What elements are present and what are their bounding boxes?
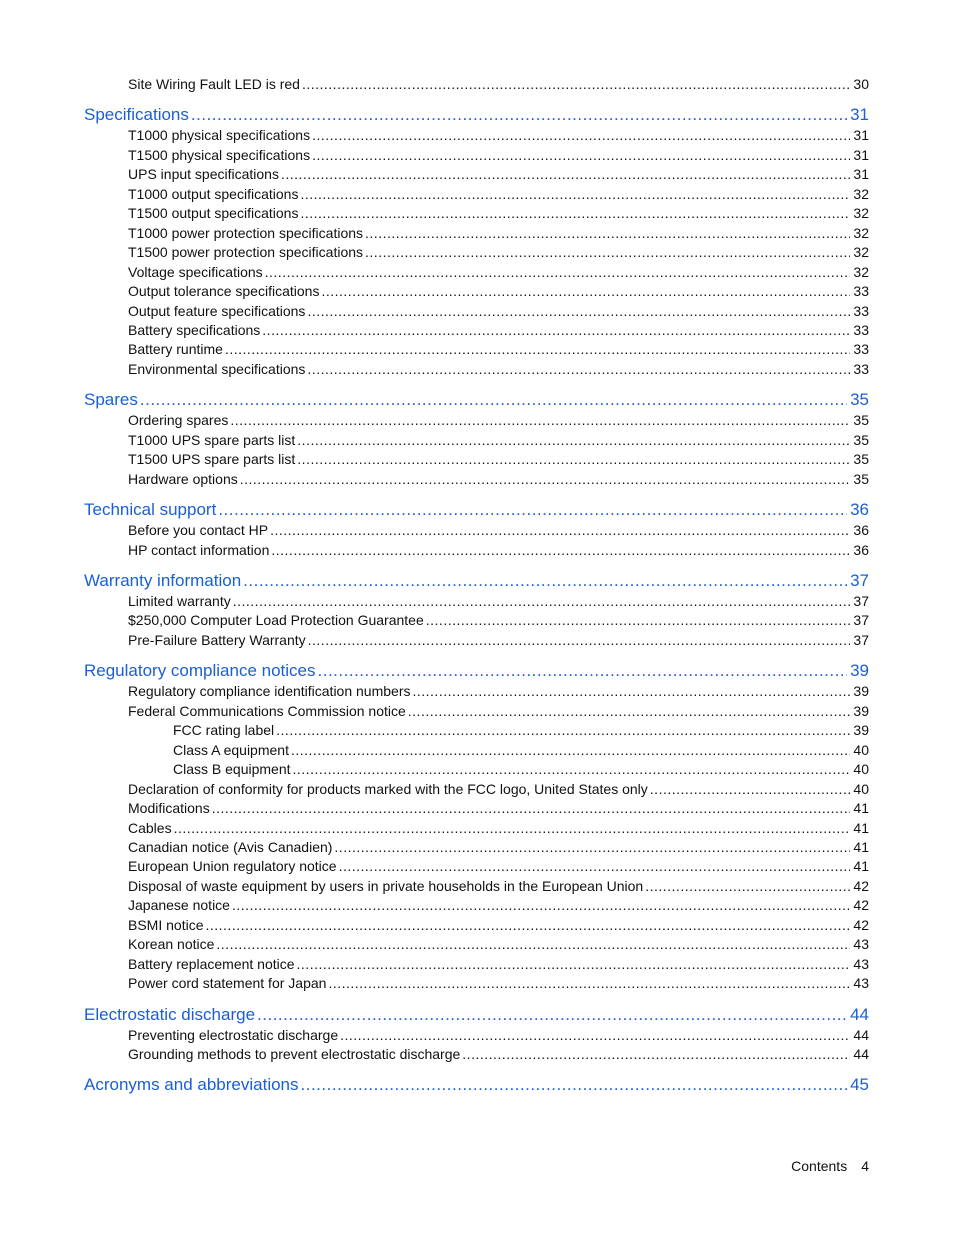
toc-entry-title: T1500 power protection specifications (128, 244, 364, 261)
toc-entry-title: UPS input specifications (128, 166, 279, 183)
toc-entry-title: T1000 power protection specifications (128, 224, 364, 241)
toc-page-number: 41 (853, 819, 869, 836)
toc-section-link[interactable] (84, 389, 869, 411)
toc-page-number: 44 (850, 1004, 869, 1024)
toc-page-number: 35 (853, 431, 869, 448)
toc-entry-link[interactable] (128, 916, 869, 935)
toc-entry-link[interactable] (128, 819, 869, 838)
toc-entry-link[interactable] (173, 760, 869, 779)
toc-dot-leader (297, 955, 851, 974)
toc-entry-title: HP contact information (128, 541, 270, 558)
toc-page-number: 35 (853, 470, 869, 487)
toc-dot-leader (265, 263, 851, 282)
toc-page-number: 36 (853, 522, 869, 539)
toc-entry-link[interactable] (128, 955, 869, 974)
toc-entry-title: Regulatory compliance identification numbers (128, 683, 411, 700)
toc-entry-link[interactable] (128, 165, 869, 184)
toc-page-number: 41 (853, 858, 869, 875)
footer-page-number: 4 (861, 1158, 869, 1174)
toc-entry-link[interactable] (173, 721, 869, 740)
toc-entry-title: Spares (84, 390, 138, 410)
toc-entry-title: Regulatory compliance notices (84, 661, 316, 681)
toc-dot-leader (328, 974, 850, 993)
toc-dot-leader (365, 243, 850, 262)
toc-entry-title: T1500 UPS spare parts list (128, 451, 296, 468)
toc-page-number: 33 (853, 321, 869, 338)
toc-dot-leader (297, 431, 850, 450)
toc-dot-leader (233, 592, 851, 611)
toc-entry-title: Pre-Failure Battery Warranty (128, 631, 306, 648)
toc-dot-leader (216, 935, 850, 954)
toc-entry-title: BSMI notice (128, 916, 204, 933)
toc-dot-leader (191, 104, 847, 126)
toc-entry-title: T1000 UPS spare parts list (128, 431, 296, 448)
toc-dot-leader (270, 521, 850, 540)
toc-entry-title: Preventing electrostatic discharge (128, 1026, 339, 1043)
toc-entry-title: Hardware options (128, 470, 238, 487)
footer-label: Contents (791, 1158, 848, 1174)
toc-entry-link[interactable] (128, 935, 869, 954)
toc-section-link[interactable] (84, 499, 869, 521)
toc-entry-link[interactable] (128, 204, 869, 223)
toc-entry-link[interactable] (128, 631, 869, 650)
toc-page-number: 32 (853, 185, 869, 202)
toc-dot-leader (300, 204, 850, 223)
toc-entry-title: Before you contact HP (128, 522, 269, 539)
toc-dot-leader (300, 185, 850, 204)
toc-entry-title: Specifications (84, 105, 189, 125)
toc-page-number: 42 (853, 877, 869, 894)
toc-entry-title: Modifications (128, 800, 210, 817)
toc-page-number: 43 (853, 936, 869, 953)
toc-page-number: 36 (850, 500, 869, 520)
toc-entry-link[interactable] (128, 1045, 869, 1064)
toc-page-number: 39 (850, 661, 869, 681)
toc-dot-leader (318, 660, 848, 682)
toc-page-number: 45 (850, 1075, 869, 1095)
toc-page-number: 40 (853, 741, 869, 758)
toc-page-number: 31 (850, 105, 869, 125)
toc-dot-leader (307, 302, 850, 321)
toc-entry-title: T1000 physical specifications (128, 127, 311, 144)
toc-dot-leader (426, 611, 851, 630)
toc-dot-leader (365, 224, 850, 243)
toc-dot-leader (340, 1026, 850, 1045)
toc-page-number: 30 (853, 76, 869, 92)
toc-dot-leader (225, 340, 850, 359)
toc-entry-link[interactable] (128, 263, 869, 282)
toc-entry-link[interactable] (128, 611, 869, 630)
toc-entry-title: Output tolerance specifications (128, 283, 320, 300)
toc-entry-link[interactable] (128, 592, 869, 611)
toc-entry-link[interactable] (128, 146, 869, 165)
toc-entry-title: Declaration of conformity for products marked with the FCC logo, United States only (128, 780, 648, 797)
toc-entry-link[interactable] (128, 780, 869, 799)
toc-entry-link[interactable] (128, 702, 869, 721)
toc-page-number: 43 (853, 955, 869, 972)
toc-entry-link[interactable] (128, 521, 869, 540)
toc-entry-title: Class A equipment (173, 741, 289, 758)
toc-page-number: 33 (853, 360, 869, 377)
toc-page-number: 37 (853, 593, 869, 609)
toc-dot-leader (408, 702, 851, 721)
toc-page-number: 39 (853, 683, 869, 700)
toc-page-number: 31 (853, 146, 869, 163)
toc-page-number: 36 (853, 541, 869, 558)
toc-section-link[interactable] (84, 104, 869, 126)
toc-entry-title: Class B equipment (173, 761, 291, 778)
toc-entry-link[interactable] (128, 682, 869, 701)
toc-entry-link[interactable] (128, 857, 869, 876)
toc-dot-leader (301, 1074, 848, 1096)
toc-page-number: 33 (853, 283, 869, 300)
toc-dot-leader (293, 760, 851, 779)
toc-entry-link[interactable] (128, 321, 869, 340)
toc-entry-title: Warranty information (84, 571, 242, 590)
toc-dot-leader (645, 877, 850, 896)
toc-page-number: 33 (853, 341, 869, 358)
toc-dot-leader (240, 470, 851, 489)
toc-entry-title: Cables (128, 819, 172, 836)
toc-entry-title: Grounding methods to prevent electrostatic discharge (128, 1046, 461, 1062)
toc-page-number: 32 (853, 205, 869, 222)
toc-entry-link[interactable] (128, 470, 869, 489)
toc-entry-link[interactable] (128, 243, 869, 262)
toc-dot-leader (321, 282, 850, 301)
toc-entry-link[interactable] (128, 974, 869, 993)
toc-page-number: 35 (853, 451, 869, 468)
toc-entry-title: Canadian notice (Avis Canadien) (128, 838, 333, 855)
toc-dot-leader (308, 631, 851, 650)
toc-entry-title: FCC rating label (173, 722, 275, 739)
toc-page-number: 37 (853, 631, 869, 648)
toc-dot-leader (312, 126, 850, 145)
toc-page-number: 40 (853, 761, 869, 778)
toc-entry-title: T1500 physical specifications (128, 146, 311, 163)
toc-entry-link[interactable] (128, 302, 869, 321)
toc-page-number: 41 (853, 838, 869, 855)
toc-entry-title: Limited warranty (128, 593, 231, 609)
toc-page-number: 43 (853, 975, 869, 992)
toc-dot-leader (302, 75, 850, 94)
toc-entry-title: Battery runtime (128, 341, 223, 358)
toc-entry-title: Technical support (84, 500, 217, 520)
toc-dot-leader (232, 896, 850, 915)
toc-page-number: 41 (853, 800, 869, 817)
toc-dot-leader (205, 916, 850, 935)
toc-entry-title: $250,000 Computer Load Protection Guarantee (128, 612, 424, 629)
toc-dot-leader (257, 1004, 847, 1026)
toc-dot-leader (262, 321, 850, 340)
toc-entry-link[interactable] (128, 799, 869, 818)
toc-entry-link[interactable] (128, 282, 869, 301)
toc-entry-link[interactable] (173, 741, 869, 760)
toc-page-number: 39 (853, 702, 869, 719)
toc-page-number: 37 (853, 612, 869, 629)
toc-entry-link[interactable] (128, 126, 869, 145)
toc-page-number: 44 (853, 1026, 869, 1043)
toc-dot-leader (412, 682, 850, 701)
toc-page-number: 32 (853, 224, 869, 241)
toc-entry-title: Battery replacement notice (128, 955, 295, 972)
toc-dot-leader (334, 838, 850, 857)
toc-dot-leader (281, 165, 850, 184)
toc-page-number: 35 (853, 412, 869, 429)
toc-entry-title: T1000 output specifications (128, 185, 299, 202)
toc-page-number: 44 (853, 1046, 869, 1062)
toc-page-number: 31 (853, 127, 869, 144)
toc-entry-link[interactable] (128, 896, 869, 915)
toc-entry-title: Korean notice (128, 936, 215, 953)
toc-entry-title: Federal Communications Commission notice (128, 702, 406, 719)
toc-entry-link[interactable] (128, 185, 869, 204)
toc-entry-title: Acronyms and abbreviations (84, 1075, 299, 1095)
toc-entry-title: Japanese notice (128, 897, 230, 914)
toc-section-link[interactable] (84, 1004, 869, 1026)
toc-entry-title: Environmental specifications (128, 360, 306, 377)
toc-entry-title: Voltage specifications (128, 263, 263, 280)
toc-entry-title: Output feature specifications (128, 302, 306, 319)
toc-dot-leader (174, 819, 851, 838)
toc-page-number: 42 (853, 897, 869, 914)
toc-entry-title: Disposal of waste equipment by users in private households in the European Union (128, 877, 644, 894)
toc-section-link[interactable] (84, 1074, 869, 1096)
toc-dot-leader (312, 146, 850, 165)
toc-page-number: 32 (853, 244, 869, 261)
toc-entry-link[interactable] (128, 75, 869, 94)
toc-dot-leader (276, 721, 850, 740)
toc-dot-leader (212, 799, 851, 818)
toc-dot-leader (339, 857, 851, 876)
toc-section-link[interactable] (84, 570, 869, 592)
toc-entry-link[interactable] (128, 360, 869, 379)
toc-entry-link[interactable] (128, 411, 869, 430)
toc-entry-link[interactable] (128, 431, 869, 450)
toc-entry-title: Site Wiring Fault LED is red (128, 76, 300, 92)
toc-dot-leader (218, 499, 847, 521)
toc-page-number: 32 (853, 263, 869, 280)
toc-page-number: 40 (853, 780, 869, 797)
toc-page-number: 31 (853, 166, 869, 183)
toc-entry-title: Electrostatic discharge (84, 1004, 256, 1024)
toc-entry-title: Ordering spares (128, 412, 229, 429)
toc-entry-link[interactable] (128, 224, 869, 243)
toc-dot-leader (140, 389, 847, 411)
toc-dot-leader (462, 1045, 850, 1064)
toc-entry-title: T1500 output specifications (128, 205, 299, 222)
toc-page-number: 35 (850, 390, 869, 410)
toc-page-number: 37 (850, 571, 869, 590)
toc-entry-link[interactable] (128, 541, 869, 560)
toc-dot-leader (243, 570, 847, 592)
toc-page-number: 33 (853, 302, 869, 319)
toc-dot-leader (291, 741, 850, 760)
toc-dot-leader (650, 780, 851, 799)
toc-entry-link[interactable] (128, 1026, 869, 1045)
toc-entry-link[interactable] (128, 877, 869, 896)
toc-page-number: 39 (853, 722, 869, 739)
toc-dot-leader (297, 450, 850, 469)
toc-entry-link[interactable] (128, 340, 869, 359)
toc-dot-leader (271, 541, 850, 560)
toc-dot-leader (307, 360, 850, 379)
toc-entry-title: Battery specifications (128, 321, 261, 338)
toc-entry-link[interactable] (128, 838, 869, 857)
toc-page-number: 42 (853, 916, 869, 933)
toc-entry-title: Power cord statement for Japan (128, 975, 327, 992)
toc-entry-link[interactable] (128, 450, 869, 469)
toc-entry-title: European Union regulatory notice (128, 858, 337, 875)
page-footer (791, 1158, 869, 1174)
toc-section-link[interactable] (84, 660, 869, 682)
toc-dot-leader (230, 411, 850, 430)
